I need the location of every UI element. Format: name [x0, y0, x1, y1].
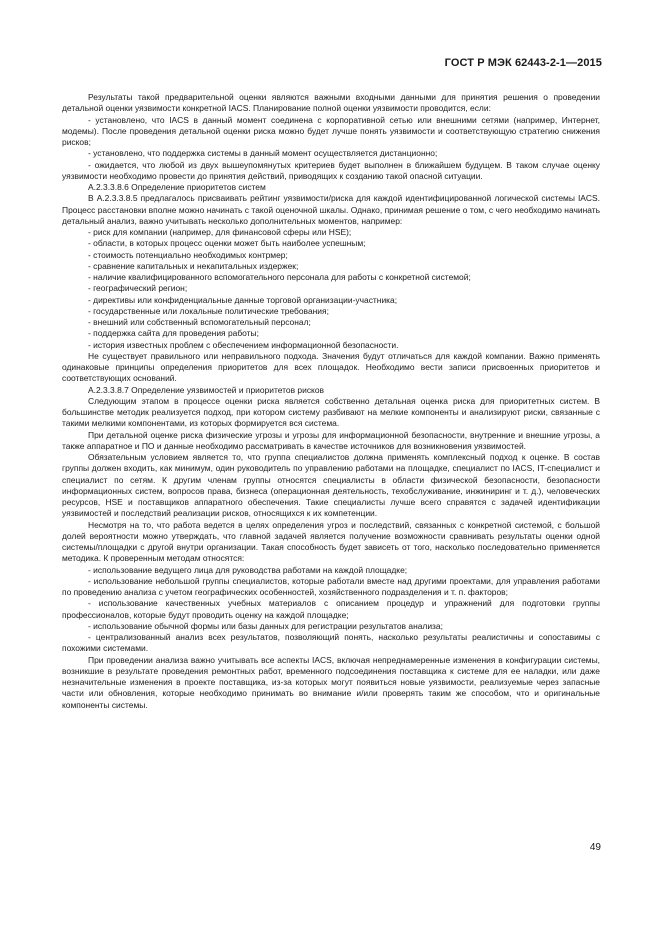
page-number: 49 [589, 842, 601, 853]
paragraph: - риск для компании (например, для финансовой сферы или HSE); [88, 227, 352, 237]
paragraph: Несмотря на то, что работа ведется в целях определения угроз и последствий, связанных с конкретной системой, с большой долей вероятности можно утверждать, что главной задачей является получение возможности сравнивать результаты оценки одной системы/площадки с другой внутри организации. Такая способность будет зависеть от того, насколько последовательно применяется методика. К проверенным методам относятся: [62, 519, 600, 564]
paragraph: - использование небольшой группы специалистов, которые работали вместе над другими проектами, для управления работами по проведению анализа с учетом географических особенностей, хозяйственного подразделения и т. п. факторов; [62, 575, 600, 597]
paragraph: - история известных проблем с обеспечением информационной безопасности. [88, 339, 399, 350]
paragraph: - централизованный анализ всех результатов, позволяющий понять, насколько результаты реалистичны и сопоставимы с похожими системами. [62, 632, 600, 654]
paragraph: - использование обычной формы или базы данных для регистрации результатов анализа; [88, 620, 443, 631]
paragraph: Обязательным условием является то, что группа специалистов должна применять комплексный подход к оценке. В состав группы должен входить, как минимум, один руководитель по управлению работами на площадке, специалист по IACS, IT-специалист и специалист по сетям. К другим членам группы относятся специалисты в области физической безопасности, безопасности информационных систем, вопросов права, бизнеса (операционная деятельность, техобслуживание, инжиниринг и т. д.), человеческих ресурсов, HSE и поставщиков аппаратного обеспечения. Такие специалисты лучше всего справятся с задачей идентификации уязвимостей и последствий реализации рисков, относящихся к их компетенции. [62, 452, 600, 519]
paragraph: - использование ведущего лица для руководства работами на каждой площадке; [88, 564, 408, 575]
paragraph: При детальной оценке риска физические угрозы и угрозы для информационной безопасности, внутренние и внешние угрозы, а также аппаратное и ПО и данные необходимо рассматривать в качестве источников для возникновения уязвимостей. [62, 429, 600, 451]
paragraph: А.2.3.3.8.6 Определение приоритетов систем [88, 182, 266, 192]
paragraph: - поддержка сайта для проведения работы; [88, 328, 259, 339]
paragraph: - наличие квалифицированного вспомогательного персонала для работы с конкретной системой; [88, 272, 471, 282]
paragraph: Результаты такой предварительной оценки являются важными входными данными для принятия решения о проведении детальной оценки уязвимости конкретной IACS. Планирование полной оценки уязвимости проводится, если: [62, 92, 600, 114]
paragraph: - ожидается, что любой из двух вышеупомянутых критериев будет выполнен в ближайшем будущем. В таком случае оценку уязвимости необходимо провести до принятия действий, приводящих к созданию такой опасной ситуации. [62, 159, 600, 181]
paragraph: - государственные или локальные политические требования; [88, 305, 329, 316]
paragraph: Не существует правильного или неправильного подхода. Значения будут отличаться для каждой компании. Важно применять одинаковые принципы определения приоритетов для всех площадок. Необходимо вести записи присвоенных приоритетов и соответствующих оснований. [62, 350, 600, 384]
paragraph: - установлено, что поддержка системы в данный момент осуществляется дистанционно; [88, 148, 438, 159]
paragraph: При проведении анализа важно учитывать все аспекты IACS, включая непреднамеренные изменения в конфигурации системы, возникшие в результате проведения ремонтных работ, временного подсоединения поставщика к системе для ее наладки, или даже незначительные изменения в проекте поставщика, из-за которых могут появиться новые уязвимости, реализуемые через запасные части или обновления, которые необходимо принимать во внимание и/или проверять таким же способом, что и оригинальные компоненты системы. [62, 654, 600, 710]
paragraph: - установлено, что IACS в данный момент соединена с корпоративной сетью или внешними сетями (например, Интернет, модемы). После проведения детальной оценки риска можно будет лучше понять уязвимости и соответствующую стратегию снижения рисков; [62, 114, 600, 147]
paragraph: В А.2.3.3.8.5 предлагалось присваивать рейтинг уязвимости/риска для каждой идентифицированной логической системы IACS. Процесс расстановки вполне можно начинать с такой оценочной шкалы. Однако, принимая решение о том, с чего необходимо начинать детальный анализ, важно учитывать несколько дополнительных моментов, например: [62, 193, 600, 226]
paragraph: - директивы или конфиденциальные данные торговой организации-участника; [88, 294, 398, 305]
paragraph: - географический регион; [88, 283, 188, 294]
paragraph: А.2.3.3.8.7 Определение уязвимостей и приоритетов рисков [88, 384, 325, 395]
paragraph: - внешний или собственный вспомогательный персонал; [88, 317, 311, 327]
paragraph: Следующим этапом в процессе оценки риска является собственно детальная оценка риска для приоритетных систем. В большинстве методик реализуется подход, при котором систему разбивают на мелкие компоненты и анализируют риски, связанные с такими мелкими компонентами, из которых формируется вся система. [62, 395, 600, 429]
paragraph: - использование качественных учебных материалов с описанием процедур и упражнений для подготовки группы профессионалов, которые будут проводить оценку на каждой площадке; [62, 598, 600, 620]
document-body [62, 92, 600, 711]
paragraph: - стоимость потенциально необходимых контрмер; [88, 249, 288, 260]
paragraph: - области, в которых процесс оценки может быть наиболее успешным; [88, 238, 366, 249]
paragraph: - сравнение капитальных и некапитальных издержек; [88, 260, 299, 271]
document-id-header: ГОСТ Р МЭК 62443-2-1—2015 [444, 57, 602, 69]
